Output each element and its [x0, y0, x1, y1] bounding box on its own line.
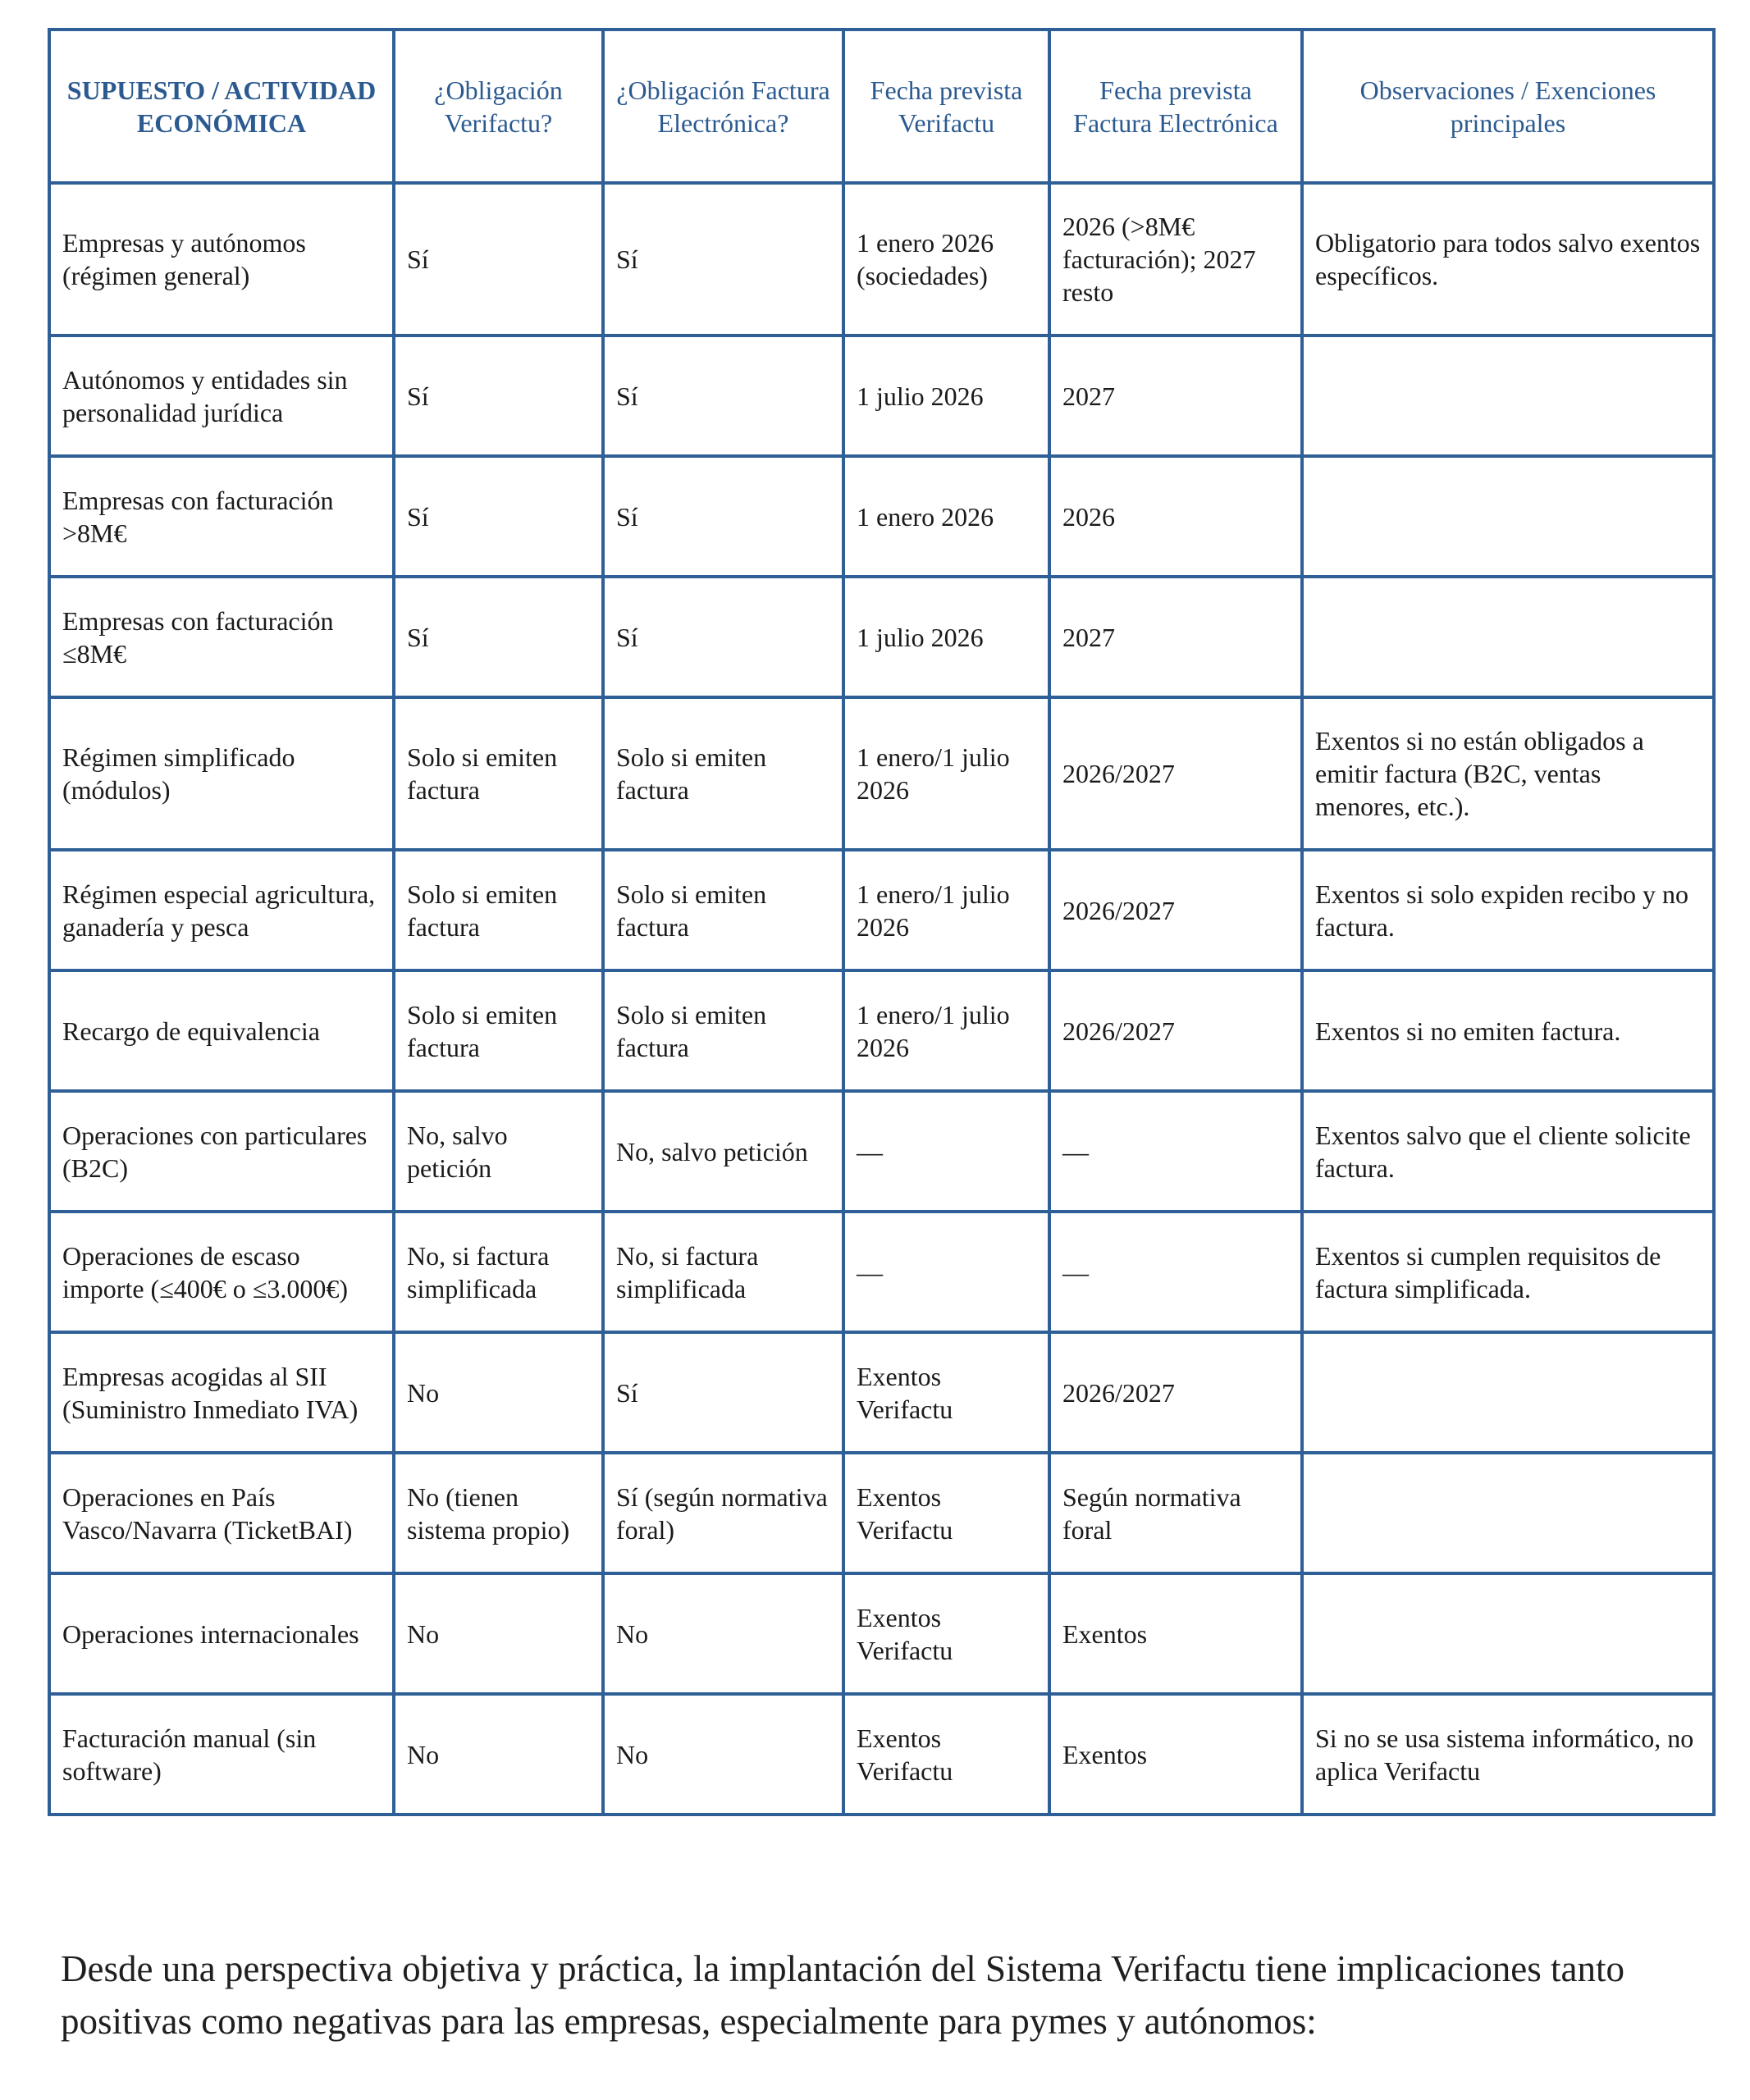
table-cell: Empresas con facturación ≤8M€ — [49, 577, 394, 697]
table-cell: 1 enero 2026 (sociedades) — [843, 183, 1049, 336]
table-cell: 1 enero/1 julio 2026 — [843, 970, 1049, 1091]
header-cell: ¿Obligación Factura Electrónica? — [603, 30, 843, 183]
table-row — [49, 1332, 1714, 1453]
table-cell: Exentos Verifactu — [843, 1453, 1049, 1573]
table-cell: No — [603, 1694, 843, 1815]
table-cell: No (tienen sistema propio) — [394, 1453, 603, 1573]
header-row — [49, 30, 1714, 183]
table-cell: Según normativa foral — [1049, 1453, 1302, 1573]
table-cell: No, si factura simplificada — [394, 1212, 603, 1332]
table-cell: Exentos si cumplen requisitos de factura simplificada. — [1302, 1212, 1714, 1332]
table-cell: Obligatorio para todos salvo exentos específicos. — [1302, 183, 1714, 336]
table-cell: 2027 — [1049, 577, 1302, 697]
table-cell: Empresas acogidas al SII (Suministro Inmediato IVA) — [49, 1332, 394, 1453]
table-cell: Sí (según normativa foral) — [603, 1453, 843, 1573]
table-cell — [1302, 1453, 1714, 1573]
table-cell: No — [394, 1573, 603, 1694]
table-cell: Exentos si no están obligados a emitir factura (B2C, ventas menores, etc.). — [1302, 697, 1714, 850]
table-row — [49, 1453, 1714, 1573]
table-row — [49, 577, 1714, 697]
table-cell: — — [1049, 1212, 1302, 1332]
header-cell: SUPUESTO / ACTIVIDAD ECONÓMICA — [49, 30, 394, 183]
table-cell — [1302, 1332, 1714, 1453]
table-row — [49, 697, 1714, 850]
body-paragraph: Desde una perspectiva objetiva y práctica, la implantación del Sistema Verifactu tiene implicaciones tanto positivas como negativas para las empresas, especialmente para pymes y autónomos: — [61, 1948, 1624, 2042]
table-cell: Operaciones de escaso importe (≤400€ o ≤3.000€) — [49, 1212, 394, 1332]
table-cell: Régimen especial agricultura, ganadería y pesca — [49, 850, 394, 970]
table-cell: Solo si emiten factura — [603, 970, 843, 1091]
table-cell: 2026 — [1049, 456, 1302, 577]
table-cell: Facturación manual (sin software) — [49, 1694, 394, 1815]
table-cell — [1302, 577, 1714, 697]
table-cell: 2026 (>8M€ facturación); 2027 resto — [1049, 183, 1302, 336]
table-cell: No — [394, 1694, 603, 1815]
table-cell: — — [843, 1212, 1049, 1332]
table-cell: Exentos salvo que el cliente solicite factura. — [1302, 1091, 1714, 1212]
table-cell: Recargo de equivalencia — [49, 970, 394, 1091]
header-cell: Observaciones / Exenciones principales — [1302, 30, 1714, 183]
table-row — [49, 850, 1714, 970]
table-cell: Sí — [394, 336, 603, 456]
table-cell: Régimen simplificado (módulos) — [49, 697, 394, 850]
table-cell: Empresas con facturación >8M€ — [49, 456, 394, 577]
table-cell: Solo si emiten factura — [394, 850, 603, 970]
table-cell: 1 enero/1 julio 2026 — [843, 850, 1049, 970]
table-cell: Solo si emiten factura — [394, 697, 603, 850]
table-row — [49, 1573, 1714, 1694]
table-cell: Exentos si solo expiden recibo y no factura. — [1302, 850, 1714, 970]
table-cell — [1302, 1573, 1714, 1694]
table-cell: Exentos Verifactu — [843, 1573, 1049, 1694]
header-cell: Fecha prevista Factura Electrónica — [1049, 30, 1302, 183]
table-cell: 1 enero/1 julio 2026 — [843, 697, 1049, 850]
table-cell: 1 enero 2026 — [843, 456, 1049, 577]
table-cell: Sí — [394, 183, 603, 336]
table-row — [49, 456, 1714, 577]
table-row — [49, 1694, 1714, 1815]
table-cell: Empresas y autónomos (régimen general) — [49, 183, 394, 336]
table-cell: Operaciones en País Vasco/Navarra (TicketBAI) — [49, 1453, 394, 1573]
table-cell: Sí — [603, 456, 843, 577]
table-cell: 1 julio 2026 — [843, 336, 1049, 456]
table-cell: No — [394, 1332, 603, 1453]
table-cell: Exentos Verifactu — [843, 1694, 1049, 1815]
table-row — [49, 336, 1714, 456]
table-cell: Si no se usa sistema informático, no aplica Verifactu — [1302, 1694, 1714, 1815]
table-cell: 2026/2027 — [1049, 970, 1302, 1091]
table-cell — [1302, 456, 1714, 577]
table-cell: Sí — [603, 1332, 843, 1453]
table-row — [49, 970, 1714, 1091]
table-cell: Sí — [394, 456, 603, 577]
table-cell: 2026/2027 — [1049, 1332, 1302, 1453]
header-cell: ¿Obligación Verifactu? — [394, 30, 603, 183]
table-cell: Sí — [603, 577, 843, 697]
table-cell: No, salvo petición — [603, 1091, 843, 1212]
table-cell: Operaciones internacionales — [49, 1573, 394, 1694]
table-cell: Solo si emiten factura — [394, 970, 603, 1091]
table-row — [49, 1091, 1714, 1212]
table-cell: Exentos — [1049, 1573, 1302, 1694]
table-cell: Operaciones con particulares (B2C) — [49, 1091, 394, 1212]
table-cell: Solo si emiten factura — [603, 850, 843, 970]
table-cell: 2026/2027 — [1049, 850, 1302, 970]
table-cell: Sí — [603, 183, 843, 336]
table-cell: 2026/2027 — [1049, 697, 1302, 850]
table-cell: No, si factura simplificada — [603, 1212, 843, 1332]
table-cell: No, salvo petición — [394, 1091, 603, 1212]
table-cell: Sí — [603, 336, 843, 456]
table-cell: 1 julio 2026 — [843, 577, 1049, 697]
table-row — [49, 183, 1714, 336]
table-cell: — — [843, 1091, 1049, 1212]
table-cell: Exentos — [1049, 1694, 1302, 1815]
table-cell: 2027 — [1049, 336, 1302, 456]
table-cell: Exentos Verifactu — [843, 1332, 1049, 1453]
table-cell: Exentos si no emiten factura. — [1302, 970, 1714, 1091]
table-cell: Sí — [394, 577, 603, 697]
header-cell: Fecha prevista Verifactu — [843, 30, 1049, 183]
table-cell: Autónomos y entidades sin personalidad jurídica — [49, 336, 394, 456]
table-cell: No — [603, 1573, 843, 1694]
table-cell: Solo si emiten factura — [603, 697, 843, 850]
table-row — [49, 1212, 1714, 1332]
verifactu-table — [48, 28, 1716, 1816]
table-cell: — — [1049, 1091, 1302, 1212]
table-cell — [1302, 336, 1714, 456]
